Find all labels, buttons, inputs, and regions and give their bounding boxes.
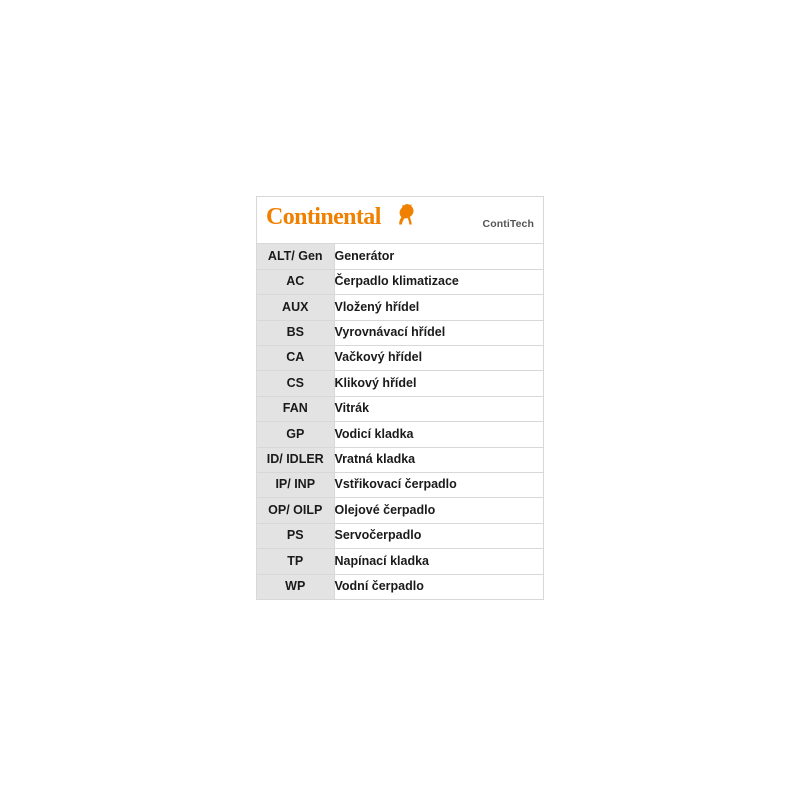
abbr-cell: BS [257,320,334,345]
table-row [257,371,543,396]
desc-cell: Vodicí kladka [334,422,543,447]
desc-cell: Vačkový hřídel [334,346,543,371]
desc-cell: Vitrák [334,396,543,421]
desc-cell: Vodní čerpadlo [334,574,543,599]
table-row [257,295,543,320]
table-row [257,244,543,269]
legend-table-body [257,244,543,599]
table-row [257,346,543,371]
legend-card [256,196,544,600]
desc-cell: Generátor [334,244,543,269]
desc-cell: Servočerpadlo [334,523,543,548]
brand-header [257,197,543,244]
table-row [257,422,543,447]
desc-cell: Vratná kladka [334,447,543,472]
abbr-cell: WP [257,574,334,599]
continental-wordmark-rest: ntinental [294,204,381,230]
desc-cell: Klikový hřídel [334,371,543,396]
table-row [257,574,543,599]
abbr-cell: GP [257,422,334,447]
abbr-cell: FAN [257,396,334,421]
table-row [257,396,543,421]
desc-cell: Vložený hřídel [334,295,543,320]
continental-wordmark [266,205,381,229]
table-row [257,523,543,548]
table-row [257,447,543,472]
table-row [257,269,543,294]
abbr-cell: ALT/ Gen [257,244,334,269]
abbr-cell: PS [257,523,334,548]
desc-cell: Vyrovnávací hřídel [334,320,543,345]
abbreviation-legend-table [257,244,543,599]
desc-cell: Napínací kladka [334,549,543,574]
table-row [257,473,543,498]
abbr-cell: AUX [257,295,334,320]
abbr-cell: AC [257,269,334,294]
abbr-cell: OP/ OILP [257,498,334,523]
abbr-cell: IP/ INP [257,473,334,498]
abbr-cell: CS [257,371,334,396]
desc-cell: Čerpadlo klimatizace [334,269,543,294]
table-row [257,549,543,574]
continental-wordmark-text: Co [266,204,295,230]
abbr-cell: CA [257,346,334,371]
abbr-cell: TP [257,549,334,574]
prancing-horse-icon [396,203,416,225]
table-row [257,320,543,345]
abbr-cell: ID/ IDLER [257,447,334,472]
table-row [257,498,543,523]
desc-cell: Olejové čerpadlo [334,498,543,523]
contitech-label: ContiTech [482,218,534,230]
desc-cell: Vstřikovací čerpadlo [334,473,543,498]
